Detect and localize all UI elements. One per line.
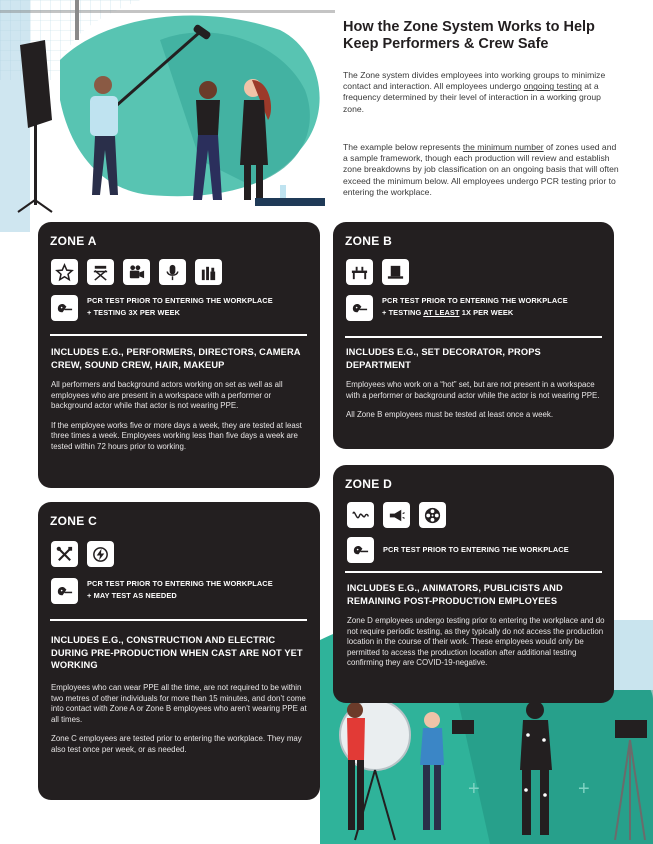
intro-paragraph-1 (343, 70, 620, 115)
zone-b-icons (346, 259, 409, 285)
zone-b-card (333, 222, 614, 449)
zone-c-pcr-text (87, 578, 273, 602)
page-title: How the Zone System Works to Help Keep Performers & Crew Safe (343, 19, 595, 52)
zone-b-pcr-line2-b: 1X PER WEEK (459, 308, 514, 317)
zone-c-divider (50, 619, 307, 621)
intro2-text: The example below represents (343, 142, 463, 152)
zone-c-pcr (51, 578, 273, 604)
zone-b-title: ZONE B (345, 234, 393, 248)
film-reel-icon (419, 502, 446, 528)
zone-d-pcr (347, 537, 569, 563)
zone-d-icons (347, 502, 446, 528)
zone-d-includes: INCLUDES E.G., ANIMATORS, PUBLICISTS AND REMAINING POST-PRODUCTION EMPLOYEES (347, 583, 563, 606)
zone-c-title: ZONE C (50, 514, 98, 528)
video-camera-icon (123, 259, 150, 285)
zone-a-icons (51, 259, 222, 285)
zone-a-title: ZONE A (50, 234, 97, 248)
intro2-text-end: of zones used and a sample framework, though each production will review and establish zone breakdowns by job classification on an ongoing basis that will often exceed the minimum below. All employees undergo PCR testing prior to entering the workplace. (343, 142, 619, 197)
minimum-number-link[interactable]: the minimum number (462, 142, 544, 152)
ongoing-testing-link[interactable]: ongoing testing (523, 81, 582, 92)
svg-text:+: + (578, 778, 590, 800)
zone-a-body-2: If the employee works five or more days a week, they are tested at least three times a week. Employees working less than five days a week are tested within 72 hours prior to working. (51, 420, 302, 451)
zone-a-card (38, 222, 320, 488)
test-swab-icon (51, 295, 78, 321)
zone-a-pcr-text (87, 295, 273, 319)
zone-b-body-2: All Zone B employees must be tested at least once a week. (346, 410, 554, 419)
zone-b-pcr-line2 (382, 307, 568, 319)
zone-b-pcr-text (382, 295, 568, 319)
zone-a-pcr-line2: + TESTING 3X PER WEEK (87, 308, 181, 317)
zone-c-pcr-line1: PCR TEST PRIOR TO ENTERING THE WORKPLACE (87, 579, 273, 588)
zone-c-includes: INCLUDES E.G., CONSTRUCTION AND ELECTRIC DURING PRE-PRODUCTION WHEN CAST ARE NOT YET WORKING (51, 635, 303, 670)
zone-c-card (38, 502, 320, 800)
zone-a-body-1: All performers and background actors working on set as well as all employees who are present in a workspace with a performer or background actor while that actor is not wearing PPE. (51, 380, 283, 410)
zone-b-pcr-line1: PCR TEST PRIOR TO ENTERING THE WORKPLACE (382, 296, 568, 305)
test-swab-icon (347, 537, 374, 563)
zone-d-body (347, 616, 605, 678)
zone-d-card (333, 465, 614, 703)
svg-text:+: + (468, 778, 480, 800)
tools-icon (51, 541, 78, 567)
zone-a-pcr (51, 295, 273, 321)
zone-b-pcr-line2-underlined: AT LEAST (423, 308, 460, 317)
zone-d-pcr-text (383, 544, 569, 556)
zone-a-includes: INCLUDES E.G., PERFORMERS, DIRECTORS, CAMERA CREW, SOUND CREW, HAIR, MAKEUP (51, 347, 301, 370)
film-set-illustration (0, 0, 335, 232)
intro1-text: The Zone system divides employees into working groups to minimize contact and interaction. All employees undergo (343, 70, 606, 92)
directors-chair-icon (87, 259, 114, 285)
zone-a-pcr-line1: PCR TEST PRIOR TO ENTERING THE WORKPLACE (87, 296, 273, 305)
zone-b-pcr-line2-a: + TESTING (382, 308, 424, 317)
zone-c-pcr-line2: + MAY TEST AS NEEDED (87, 591, 177, 600)
set-table-icon (346, 259, 373, 285)
animation-squiggle-icon (347, 502, 374, 528)
intro1-text-end: at a frequency determined by their level of interaction in a working group zone. (343, 81, 601, 114)
zone-b-includes: INCLUDES E.G., SET DECORATOR, PROPS DEPARTMENT (346, 347, 541, 370)
zone-b-body-1: Employees who work on a “hot” set, but are not present in a workspace with a performer or background actor while the actor is not wearing PPE. (346, 380, 600, 400)
zone-b-pcr (346, 295, 568, 321)
zone-c-body-1: Employees who can wear PPE all the time, are not required to be within two metres of other individuals for more than 15 minutes, and don’t come into contact with Zone A or Zone B employees who aren’t wearing PPE at all times. (51, 683, 307, 724)
electric-plug-icon (87, 541, 114, 567)
zone-a-body (51, 380, 309, 461)
zone-c-icons (51, 541, 114, 567)
star-icon (51, 259, 78, 285)
zone-d-title: ZONE D (345, 477, 393, 491)
zone-b-divider (345, 336, 602, 338)
makeup-icon (195, 259, 222, 285)
megaphone-icon (383, 502, 410, 528)
zone-b-body (346, 380, 604, 430)
test-swab-icon (346, 295, 373, 321)
zone-a-divider (50, 334, 307, 336)
zone-d-body-1: Zone D employees undergo testing prior to entering the workplace and do not require periodic testing, as they typically do not access the production location in the course of their work. These employees would only be permitted to access the production location after additional testing confirming they are COVID-19-negative. (347, 616, 605, 667)
zone-d-divider (345, 571, 602, 573)
zone-c-body (51, 683, 309, 764)
intro-paragraph-2 (343, 142, 620, 198)
microphone-icon (159, 259, 186, 285)
zone-d-pcr-line1: PCR TEST PRIOR TO ENTERING THE WORKPLACE (383, 545, 569, 554)
top-hat-icon (382, 259, 409, 285)
test-swab-icon (51, 578, 78, 604)
zone-c-body-2: Zone C employees are tested prior to entering the workplace. They may also test once per week, or as needed. (51, 734, 302, 754)
